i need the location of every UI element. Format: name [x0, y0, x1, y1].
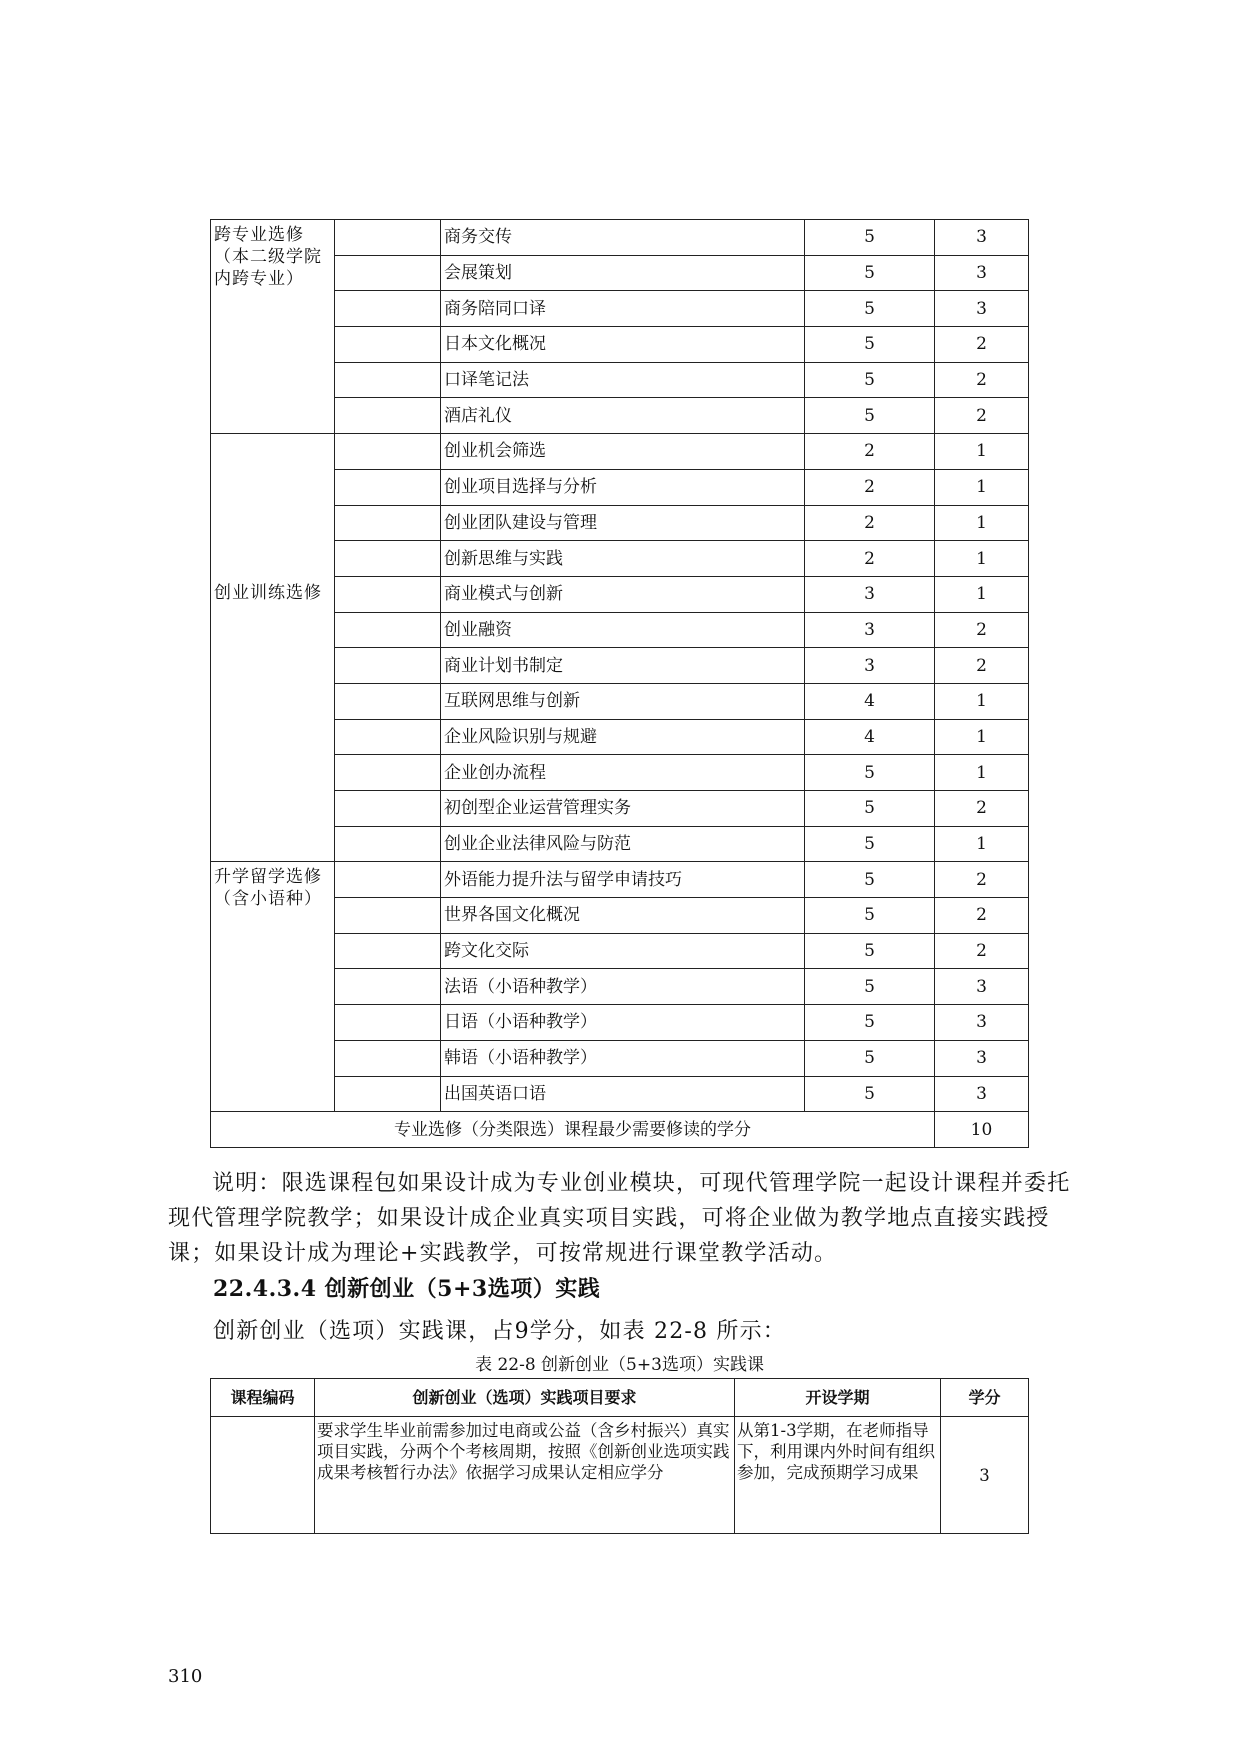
- summary-label: 专业选修（分类限选）课程最少需要修读的学分: [211, 1112, 935, 1148]
- semester-cell: 5: [805, 398, 935, 434]
- header-requirement: 创新创业（选项）实践项目要求: [315, 1379, 735, 1417]
- semester-cell: 5: [805, 1040, 935, 1076]
- course-name-cell: 酒店礼仪: [441, 398, 805, 434]
- semester-cell: 2: [805, 505, 935, 541]
- empty-cell: [335, 933, 441, 969]
- semester-cell: 4: [805, 719, 935, 755]
- empty-cell: [335, 862, 441, 898]
- semester-cell: 3: [805, 612, 935, 648]
- requirement-cell: 要求学生毕业前需参加过电商或公益（含乡村振兴）真实项目实践，分两个个考核周期，按照《创新创业选项实践成果考核暂行办法》依据学习成果认定相应学分: [315, 1417, 735, 1534]
- course-name-cell: 商业模式与创新: [441, 576, 805, 612]
- empty-cell: [335, 755, 441, 791]
- credit-cell: 1: [935, 541, 1029, 577]
- credit-cell: 1: [935, 719, 1029, 755]
- elective-course-table: [210, 219, 1029, 1148]
- credit-cell: 2: [935, 612, 1029, 648]
- header-credit: 学分: [941, 1379, 1029, 1417]
- credit-cell: 2: [935, 362, 1029, 398]
- credit-cell: 3: [941, 1417, 1029, 1534]
- credit-cell: 3: [935, 1076, 1029, 1112]
- semester-cell: 5: [805, 327, 935, 363]
- credit-cell: 3: [935, 1005, 1029, 1041]
- credit-cell: 1: [935, 505, 1029, 541]
- intro-text: 创新创业（选项）实践课，占9学分，如表 22-8 所示：: [213, 1319, 787, 1344]
- course-name-cell: 商业计划书制定: [441, 648, 805, 684]
- course-name-cell: 创业企业法律风险与防范: [441, 826, 805, 862]
- semester-cell: 5: [805, 291, 935, 327]
- credit-cell: 2: [935, 898, 1029, 934]
- course-name-cell: 商务陪同口译: [441, 291, 805, 327]
- course-name-cell: 创业团队建设与管理: [441, 505, 805, 541]
- credit-cell: 2: [935, 791, 1029, 827]
- credit-cell: 3: [935, 220, 1029, 256]
- table-row: [211, 220, 1029, 256]
- semester-cell: 2: [805, 541, 935, 577]
- header-course-code: 课程编码: [211, 1379, 315, 1417]
- empty-cell: [335, 648, 441, 684]
- credit-cell: 1: [935, 755, 1029, 791]
- category-cell: 跨专业选修（本二级学院内跨专业）: [211, 220, 335, 434]
- empty-cell: [335, 1076, 441, 1112]
- semester-cell: 5: [805, 1005, 935, 1041]
- course-name-cell: 法语（小语种教学）: [441, 969, 805, 1005]
- credit-cell: 2: [935, 933, 1029, 969]
- empty-cell: [335, 683, 441, 719]
- semester-cell: 5: [805, 362, 935, 398]
- credit-cell: 3: [935, 255, 1029, 291]
- semester-cell: 从第1-3学期，在老师指导下，利用课内外时间有组织参加，完成预期学习成果: [735, 1417, 941, 1534]
- semester-cell: 2: [805, 434, 935, 470]
- empty-cell: [335, 969, 441, 1005]
- credit-cell: 2: [935, 648, 1029, 684]
- section-heading: 22.4.3.4 创新创业（5+3选项）实践: [213, 1276, 601, 1302]
- course-name-cell: 初创型企业运营管理实务: [441, 791, 805, 827]
- course-name-cell: 创业融资: [441, 612, 805, 648]
- empty-cell: [335, 291, 441, 327]
- semester-cell: 5: [805, 791, 935, 827]
- course-name-cell: 商务交传: [441, 220, 805, 256]
- page-number: 310: [168, 1666, 203, 1687]
- semester-cell: 5: [805, 755, 935, 791]
- practice-course-table: [210, 1378, 1029, 1534]
- course-code-cell: [211, 1417, 315, 1534]
- table-header-row: [211, 1379, 1029, 1417]
- empty-cell: [335, 469, 441, 505]
- category-cell: 升学留学选修（含小语种）: [211, 862, 335, 1112]
- semester-cell: 5: [805, 826, 935, 862]
- course-name-cell: 创业机会筛选: [441, 434, 805, 470]
- credit-cell: 3: [935, 291, 1029, 327]
- credit-cell: 2: [935, 327, 1029, 363]
- credit-cell: 1: [935, 683, 1029, 719]
- semester-cell: 5: [805, 255, 935, 291]
- semester-cell: 5: [805, 862, 935, 898]
- course-name-cell: 外语能力提升法与留学申请技巧: [441, 862, 805, 898]
- credit-cell: 1: [935, 434, 1029, 470]
- empty-cell: [335, 1005, 441, 1041]
- empty-cell: [335, 791, 441, 827]
- semester-cell: 5: [805, 898, 935, 934]
- empty-cell: [335, 898, 441, 934]
- semester-cell: 4: [805, 683, 935, 719]
- category-cell: 创业训练选修: [211, 434, 335, 862]
- table-row: [211, 1417, 1029, 1534]
- semester-cell: 3: [805, 576, 935, 612]
- course-name-cell: 互联网思维与创新: [441, 683, 805, 719]
- empty-cell: [335, 612, 441, 648]
- table-row: [211, 862, 1029, 898]
- empty-cell: [335, 719, 441, 755]
- course-name-cell: 日语（小语种教学）: [441, 1005, 805, 1041]
- semester-cell: 5: [805, 220, 935, 256]
- course-name-cell: 企业创办流程: [441, 755, 805, 791]
- empty-cell: [335, 576, 441, 612]
- semester-cell: 5: [805, 1076, 935, 1112]
- empty-cell: [335, 220, 441, 256]
- table-row: [211, 434, 1029, 470]
- course-name-cell: 韩语（小语种教学）: [441, 1040, 805, 1076]
- empty-cell: [335, 541, 441, 577]
- empty-cell: [335, 398, 441, 434]
- course-name-cell: 世界各国文化概况: [441, 898, 805, 934]
- course-name-cell: 企业风险识别与规避: [441, 719, 805, 755]
- empty-cell: [335, 434, 441, 470]
- credit-cell: 1: [935, 576, 1029, 612]
- credit-cell: 1: [935, 826, 1029, 862]
- credit-cell: 2: [935, 862, 1029, 898]
- course-name-cell: 跨文化交际: [441, 933, 805, 969]
- credit-cell: 1: [935, 469, 1029, 505]
- course-name-cell: 口译笔记法: [441, 362, 805, 398]
- course-name-cell: 创业项目选择与分析: [441, 469, 805, 505]
- empty-cell: [335, 826, 441, 862]
- empty-cell: [335, 255, 441, 291]
- course-name-cell: 创新思维与实践: [441, 541, 805, 577]
- semester-cell: 5: [805, 933, 935, 969]
- empty-cell: [335, 505, 441, 541]
- empty-cell: [335, 327, 441, 363]
- summary-row: [211, 1112, 1029, 1148]
- header-semester: 开设学期: [735, 1379, 941, 1417]
- course-name-cell: 出国英语口语: [441, 1076, 805, 1112]
- empty-cell: [335, 1040, 441, 1076]
- course-name-cell: 日本文化概况: [441, 327, 805, 363]
- note-paragraph: 说明：限选课程包如果设计成为专业创业模块，可现代管理学院一起设计课程并委托现代管理学院教学；如果设计成企业真实项目实践，可将企业做为教学地点直接实践授课；如果设计成为理论+实践教学，可按常规进行课堂教学活动。: [168, 1171, 1071, 1266]
- semester-cell: 3: [805, 648, 935, 684]
- summary-value: 10: [935, 1112, 1029, 1148]
- credit-cell: 3: [935, 1040, 1029, 1076]
- credit-cell: 2: [935, 398, 1029, 434]
- credit-cell: 3: [935, 969, 1029, 1005]
- table-caption: 表 22-8 创新创业（5+3选项）实践课: [475, 1355, 764, 1375]
- elective-course-table-body: [211, 220, 1029, 1148]
- empty-cell: [335, 362, 441, 398]
- semester-cell: 2: [805, 469, 935, 505]
- course-name-cell: 会展策划: [441, 255, 805, 291]
- semester-cell: 5: [805, 969, 935, 1005]
